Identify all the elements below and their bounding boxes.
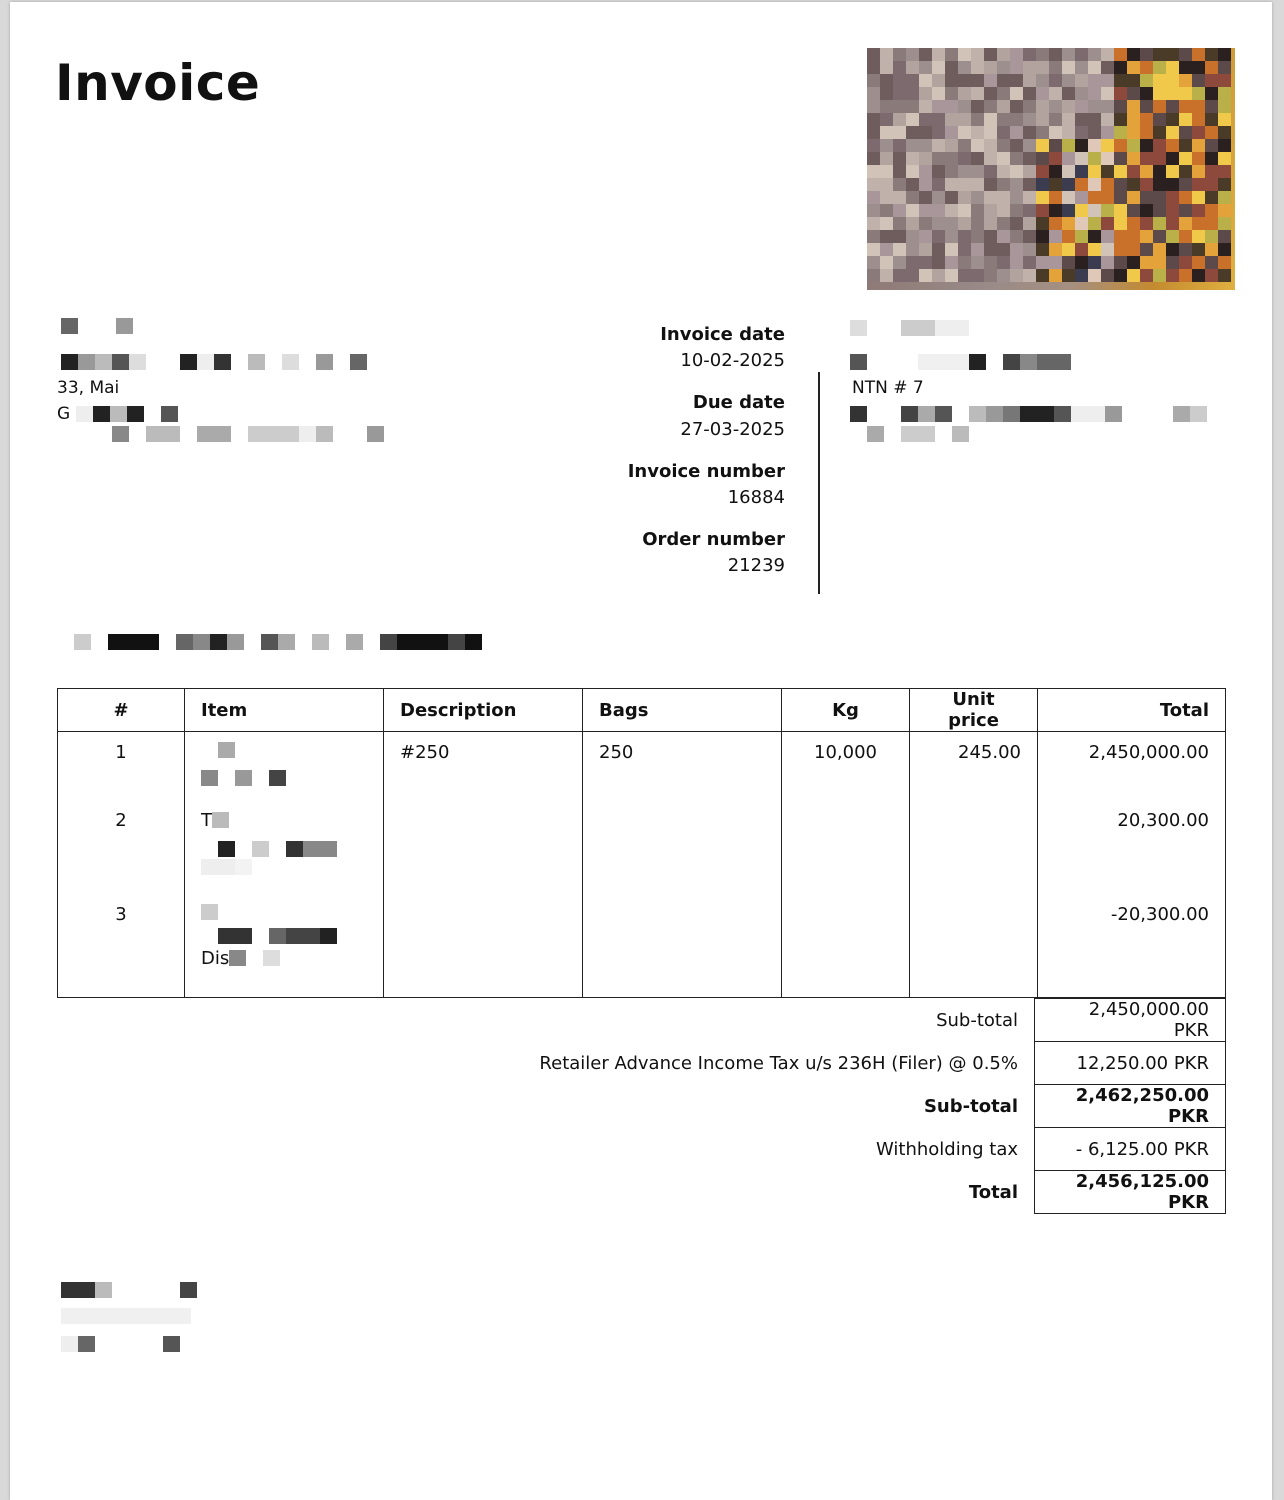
row-kg: [782, 894, 910, 998]
row-item-redacted: [201, 742, 367, 786]
col-description-header: Description: [384, 689, 583, 732]
items-table: [57, 688, 1226, 998]
buyer-name-redacted: [850, 320, 969, 336]
row-unit-price: [910, 800, 1038, 894]
grand-total-label: Total: [968, 1181, 1018, 1203]
items-header-row: [58, 689, 1226, 732]
row-unit-price: 245.00: [910, 732, 1038, 800]
row-number: 3: [58, 894, 185, 998]
col-total-header: Total: [1038, 689, 1226, 732]
col-number-header: #: [58, 689, 185, 732]
row-total: -20,300.00: [1038, 894, 1226, 998]
row-description: [384, 800, 583, 894]
seller-city-redacted: [76, 406, 178, 422]
footer-contact-redacted: [61, 1336, 180, 1352]
due-date-value: 27-03-2025: [680, 419, 785, 440]
footer-company-redacted: [61, 1308, 191, 1324]
row-total: 20,300.00: [1038, 800, 1226, 894]
subtotal-label: Sub-total: [936, 1009, 1018, 1031]
row-description: #250: [384, 732, 583, 800]
footer-name-redacted: [61, 1282, 197, 1298]
order-number-label: Order number: [642, 529, 785, 550]
company-logo-image: [867, 48, 1235, 290]
row-kg: 10,000: [782, 732, 910, 800]
invoice-title: Invoice: [55, 54, 261, 112]
buyer-city-redacted: [867, 426, 969, 442]
invoice-number-label: Invoice number: [627, 461, 785, 482]
row-number: 2: [58, 800, 185, 894]
row-item-text: Dis: [201, 947, 230, 969]
buyer-address-redacted: [850, 406, 1207, 422]
invoice-number-value: 16884: [727, 487, 785, 508]
row-unit-price: [910, 894, 1038, 998]
col-kg-header: Kg: [782, 689, 910, 732]
invoice-date-value: 10-02-2025: [680, 350, 785, 371]
subtotal-value: 2,450,000.00 PKR: [1035, 999, 1226, 1042]
row-item: [185, 732, 384, 800]
row-item: [185, 800, 384, 894]
row-description: [384, 894, 583, 998]
person-line-redacted: [57, 634, 482, 650]
due-date-label: Due date: [692, 392, 785, 413]
advance-tax-row: [57, 1042, 1226, 1085]
row-item: [185, 894, 384, 998]
col-bags-header: Bags: [583, 689, 782, 732]
subtotal-with-tax-value: 2,462,250.00 PKR: [1035, 1085, 1226, 1128]
subtotal-row: [57, 999, 1226, 1042]
buyer-company-redacted: [850, 354, 1071, 370]
row-bags: 250: [583, 732, 782, 800]
table-row: [58, 800, 1226, 894]
order-number-value: 21239: [727, 555, 785, 576]
invoice-page: [10, 2, 1272, 1500]
table-row: [58, 732, 1226, 800]
col-item-header: Item: [185, 689, 384, 732]
advance-tax-value: 12,250.00 PKR: [1035, 1042, 1226, 1085]
totals-table: [57, 998, 1226, 1214]
buyer-ntn: NTN # 7: [852, 378, 924, 398]
withholding-tax-value: - 6,125.00 PKR: [1035, 1128, 1226, 1171]
seller-city-text: G: [57, 404, 71, 424]
row-number: 1: [58, 732, 185, 800]
row-item-text: T: [201, 809, 212, 831]
meta-divider: [818, 372, 820, 594]
subtotal-with-tax-label: Sub-total: [923, 1095, 1018, 1117]
row-total: 2,450,000.00: [1038, 732, 1226, 800]
seller-address-line: 33, Mai: [57, 378, 120, 398]
row-kg: [782, 800, 910, 894]
withholding-tax-row: [57, 1128, 1226, 1171]
row-bags: [583, 894, 782, 998]
seller-company-redacted: [61, 354, 367, 370]
withholding-tax-label: Withholding tax: [875, 1138, 1018, 1160]
subtotal-with-tax-row: [57, 1085, 1226, 1128]
grand-total-value: 2,456,125.00 PKR: [1035, 1171, 1226, 1214]
col-unit-price-header: Unit price: [910, 689, 1038, 732]
row-item-redacted: [201, 904, 367, 920]
grand-total-row: [57, 1171, 1226, 1214]
invoice-date-label: Invoice date: [660, 324, 785, 345]
table-row: [58, 894, 1226, 998]
seller-country-redacted: [61, 426, 384, 442]
seller-name-redacted: [61, 318, 133, 334]
advance-tax-label: Retailer Advance Income Tax u/s 236H (Filer) @ 0.5%: [539, 1052, 1018, 1074]
row-item-redacted: [201, 841, 367, 857]
row-bags: [583, 800, 782, 894]
